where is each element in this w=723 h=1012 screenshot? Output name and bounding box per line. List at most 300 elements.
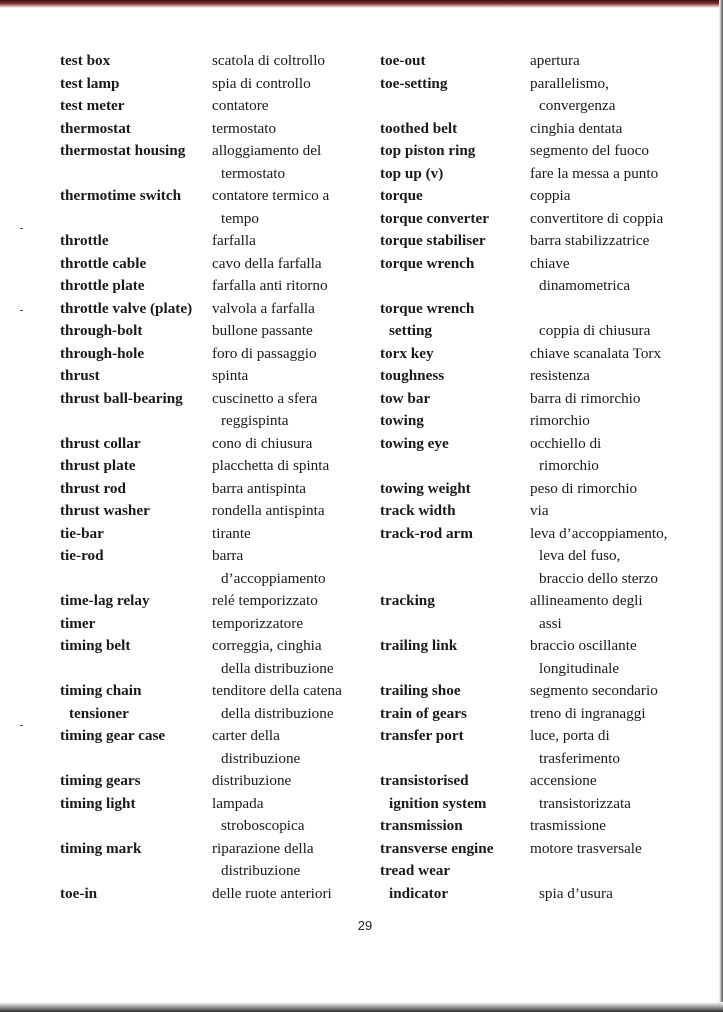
translation-line: chiave scanalata Torx <box>530 344 662 362</box>
glossary-term <box>60 500 212 523</box>
term-line: toe-setting <box>380 74 448 92</box>
glossary-translation <box>212 230 360 253</box>
glossary-term <box>380 388 530 411</box>
glossary-term <box>380 73 530 96</box>
glossary-translation <box>530 298 705 343</box>
translation-line: placchetta di spinta <box>212 457 330 474</box>
glossary-term <box>60 343 212 366</box>
term-line: trailing shoe <box>380 682 461 699</box>
glossary-translation <box>212 275 360 298</box>
glossary-term <box>60 838 212 861</box>
glossary-entry <box>60 635 360 680</box>
glossary-entry <box>380 163 710 186</box>
term-line: timing mark <box>60 839 142 857</box>
translation-line: spia di controllo <box>212 74 311 92</box>
glossary-term <box>60 455 212 478</box>
glossary-term <box>380 680 530 703</box>
glossary-entry <box>380 478 710 501</box>
translation-line: farfalla <box>212 232 256 249</box>
term-line: torque wrench <box>380 254 475 272</box>
glossary-translation <box>530 523 705 591</box>
glossary-entry <box>60 365 360 388</box>
translation-line: convertitore di coppia <box>530 209 664 227</box>
translation-line: braccio oscillante <box>530 637 637 654</box>
translation-line: peso di rimorchio <box>530 479 638 497</box>
term-line: tread wear <box>380 862 451 879</box>
glossary-translation <box>212 298 360 321</box>
glossary-translation <box>212 500 360 523</box>
term-line: indicator <box>389 884 449 902</box>
glossary-entry <box>60 680 360 725</box>
term-line: tracking <box>380 592 435 609</box>
glossary-term <box>380 523 530 546</box>
term-line: setting <box>389 322 433 339</box>
translation-line: convergenza <box>539 97 616 114</box>
glossary-term <box>380 343 530 366</box>
glossary-translation <box>212 455 360 478</box>
glossary-term <box>380 230 530 253</box>
term-line: tensioner <box>69 704 129 722</box>
term-line: toothed belt <box>380 119 458 137</box>
glossary-entry <box>380 185 710 208</box>
glossary-translation <box>530 725 705 770</box>
term-line: torque converter <box>380 209 489 227</box>
translation-line: treno di ingranaggi <box>530 704 646 722</box>
translation-line: stroboscopica <box>221 817 305 834</box>
translation-line: della distribuzione <box>221 659 334 677</box>
translation-line: fare la messa a punto <box>530 164 659 182</box>
glossary-translation <box>212 50 360 73</box>
glossary-term <box>380 838 530 861</box>
glossary-entry <box>60 613 360 636</box>
translation-line: braccio dello sterzo <box>539 569 658 587</box>
glossary-translation <box>530 433 705 478</box>
glossary-entry <box>380 703 710 726</box>
term-line: ignition system <box>389 794 487 812</box>
term-line: train of gears <box>380 704 467 722</box>
translation-line: cono di chiusura <box>212 434 313 452</box>
glossary-translation <box>530 230 705 253</box>
glossary-term <box>380 815 530 838</box>
glossary-term <box>60 770 212 793</box>
glossary-term <box>380 590 530 613</box>
translation-line: carter della <box>212 727 280 744</box>
term-line: tie-bar <box>60 524 104 542</box>
translation-line: reggispinta <box>221 412 289 429</box>
glossary-term <box>60 73 212 96</box>
translation-line: cavo della farfalla <box>212 254 322 272</box>
page-number: 29 <box>357 918 373 933</box>
glossary-entry <box>380 73 710 118</box>
glossary-entry <box>60 523 360 546</box>
translation-line: contatore termico a <box>212 187 330 204</box>
translation-line: apertura <box>530 52 580 69</box>
translation-line: cuscinetto a sfera <box>212 389 318 407</box>
glossary-entry <box>380 860 710 905</box>
glossary-translation <box>212 635 360 680</box>
glossary-term <box>60 433 212 456</box>
glossary-translation <box>212 883 360 906</box>
glossary-entry <box>60 275 360 298</box>
glossary-translation <box>530 50 705 73</box>
glossary-entry <box>380 140 710 163</box>
translation-line: parallelismo, <box>530 74 609 92</box>
term-line: transfer port <box>380 727 464 744</box>
glossary-translation <box>530 343 705 366</box>
glossary-term <box>380 185 530 208</box>
term-line: thrust ball-bearing <box>60 389 183 407</box>
translation-line: correggia, cinghia <box>212 637 322 654</box>
glossary-term <box>60 590 212 613</box>
term-line: towing eye <box>380 434 449 452</box>
translation-line: assi <box>539 614 562 632</box>
glossary-translation <box>212 680 360 725</box>
glossary-term <box>60 230 212 253</box>
glossary-term <box>60 725 212 748</box>
glossary-translation <box>530 410 705 433</box>
glossary-entry <box>380 230 710 253</box>
translation-line: termostato <box>212 119 277 137</box>
translation-line: cinghia dentata <box>530 119 623 137</box>
translation-line: bullone passante <box>212 322 313 339</box>
scan-edge-bottom <box>0 1002 723 1012</box>
translation-line: tempo <box>221 209 259 227</box>
term-line: track-rod arm <box>380 524 473 542</box>
term-line: test lamp <box>60 74 120 92</box>
term-line: timing gears <box>60 772 141 789</box>
glossary-term <box>60 793 212 816</box>
translation-line: trasferimento <box>539 749 620 767</box>
glossary-term <box>380 140 530 163</box>
glossary-translation <box>212 95 360 118</box>
translation-line: distribuzione <box>212 772 292 789</box>
glossary-term <box>380 253 530 276</box>
translation-line: leva del fuso, <box>539 547 621 564</box>
translation-line: longitudinale <box>539 659 620 677</box>
glossary-entry <box>60 545 360 590</box>
glossary-entry <box>60 253 360 276</box>
glossary-term <box>380 163 530 186</box>
translation-line: delle ruote anteriori <box>212 884 332 902</box>
glossary-entry <box>60 298 360 321</box>
glossary-translation <box>212 590 360 613</box>
translation-line: barra di rimorchio <box>530 389 641 407</box>
glossary-translation <box>530 770 705 815</box>
glossary-term <box>60 478 212 501</box>
translation-line: rimorchio <box>539 457 599 474</box>
term-line: thermotime switch <box>60 187 182 204</box>
glossary-entry <box>60 455 360 478</box>
glossary-term <box>60 118 212 141</box>
glossary-translation <box>530 703 705 726</box>
glossary-translation <box>530 838 705 861</box>
glossary-term <box>380 298 530 343</box>
translation-line: scatola di coltrollo <box>212 52 326 69</box>
glossary-entry <box>60 118 360 141</box>
term-line: timer <box>60 614 96 632</box>
term-line: throttle <box>60 232 109 249</box>
glossary-term <box>60 320 212 343</box>
translation-line: alloggiamento del <box>212 142 322 159</box>
glossary-translation <box>530 815 705 838</box>
glossary-translation <box>530 590 705 635</box>
glossary-translation <box>530 185 705 208</box>
glossary-entry <box>60 793 360 838</box>
glossary-term <box>380 500 530 523</box>
glossary-translation <box>212 253 360 276</box>
term-line: timing chain <box>60 682 142 699</box>
term-line: throttle cable <box>60 254 147 272</box>
translation-line: allineamento degli <box>530 592 643 609</box>
glossary-term <box>60 50 212 73</box>
translation-line: tenditore della catena <box>212 682 342 699</box>
term-line: thrust plate <box>60 457 136 474</box>
translation-line: barra <box>212 547 244 564</box>
term-line: thrust collar <box>60 434 141 452</box>
term-line: thermostat <box>60 119 131 137</box>
term-line: timing belt <box>60 637 131 654</box>
glossary-term <box>60 613 212 636</box>
translation-line: rondella antispinta <box>212 502 325 519</box>
glossary-entry <box>380 523 710 591</box>
glossary-entry <box>60 770 360 793</box>
glossary-translation <box>530 163 705 186</box>
glossary-translation <box>212 523 360 546</box>
glossary-translation <box>212 365 360 388</box>
term-line: timing light <box>60 794 136 812</box>
translation-line: spia d’usura <box>539 884 613 902</box>
glossary-translation <box>212 433 360 456</box>
glossary-entry <box>60 343 360 366</box>
glossary-translation <box>212 388 360 433</box>
term-line: transverse engine <box>380 839 494 857</box>
glossary-entry <box>60 590 360 613</box>
glossary-entry <box>60 185 360 230</box>
glossary-translation <box>530 680 705 703</box>
translation-line: distribuzione <box>221 862 301 879</box>
translation-line: via <box>530 502 549 519</box>
translation-line: d’accoppiamento <box>221 569 326 587</box>
translation-line: coppia <box>530 187 571 204</box>
glossary-entry <box>60 883 360 906</box>
glossary-entry <box>380 433 710 478</box>
glossary-entry <box>380 815 710 838</box>
translation-line: barra stabilizzatrice <box>530 232 650 249</box>
glossary-column-left <box>60 50 360 905</box>
glossary-entry <box>60 73 360 96</box>
term-line: top piston ring <box>380 142 476 159</box>
glossary-term <box>380 725 530 748</box>
glossary-translation <box>530 118 705 141</box>
glossary-term <box>60 365 212 388</box>
glossary-entry <box>60 500 360 523</box>
translation-line: della distribuzione <box>221 704 334 722</box>
translation-line <box>530 860 705 883</box>
term-line: towing <box>380 412 424 429</box>
glossary-entry <box>60 230 360 253</box>
term-line: throttle valve (plate) <box>60 299 193 317</box>
glossary-term <box>60 298 212 321</box>
translation-line: relé temporizzato <box>212 592 318 609</box>
glossary-entry <box>380 298 710 343</box>
glossary-translation <box>530 388 705 411</box>
glossary-term <box>380 703 530 726</box>
glossary-term <box>380 770 530 815</box>
glossary-term <box>60 680 212 725</box>
glossary-term <box>60 388 212 411</box>
glossary-entry <box>380 208 710 231</box>
translation-line: tirante <box>212 524 251 542</box>
term-line: torque stabiliser <box>380 232 486 249</box>
term-line: trailing link <box>380 637 458 654</box>
term-line: torx key <box>380 344 434 362</box>
term-line: thrust rod <box>60 479 126 497</box>
glossary-term <box>60 883 212 906</box>
glossary-term <box>380 410 530 433</box>
glossary-translation <box>212 140 360 185</box>
glossary-entry <box>380 388 710 411</box>
glossary-term <box>380 860 530 905</box>
glossary-entry <box>60 320 360 343</box>
translation-line: occhiello di <box>530 434 602 452</box>
translation-line: temporizzatore <box>212 614 304 632</box>
term-line: torque wrench <box>380 299 475 317</box>
glossary-entry <box>60 50 360 73</box>
term-line: timing gear case <box>60 727 166 744</box>
glossary-term <box>60 275 212 298</box>
translation-line: riparazione della <box>212 839 314 857</box>
glossary-translation <box>530 73 705 118</box>
translation-line: foro di passaggio <box>212 344 317 362</box>
glossary-translation <box>212 725 360 770</box>
term-line: thermostat housing <box>60 142 186 159</box>
glossary-translation <box>212 613 360 636</box>
translation-line: chiave <box>530 254 570 272</box>
translation-line: termostato <box>221 164 286 182</box>
glossary-entry <box>380 365 710 388</box>
glossary-translation <box>212 185 360 230</box>
glossary-translation <box>212 770 360 793</box>
margin-mark <box>20 310 23 311</box>
margin-mark <box>20 725 23 726</box>
glossary-term <box>380 433 530 456</box>
glossary-entry <box>380 253 710 298</box>
translation-line: trasmissione <box>530 817 606 834</box>
scan-edge-right <box>719 0 723 1012</box>
glossary-entry <box>60 95 360 118</box>
glossary-term <box>60 545 212 568</box>
term-line: through-hole <box>60 344 145 362</box>
glossary-term <box>380 365 530 388</box>
glossary-entry <box>380 635 710 680</box>
translation-line: luce, porta di <box>530 727 610 744</box>
glossary-term <box>60 95 212 118</box>
glossary-translation <box>212 478 360 501</box>
translation-line: segmento secondario <box>530 682 658 699</box>
term-line: test meter <box>60 97 125 114</box>
term-line: toe-out <box>380 52 426 69</box>
glossary-entry <box>380 680 710 703</box>
glossary-translation <box>530 860 705 905</box>
glossary-entry <box>60 388 360 433</box>
glossary-translation <box>212 343 360 366</box>
glossary-translation <box>530 365 705 388</box>
glossary-entry <box>380 590 710 635</box>
term-line: test box <box>60 52 111 69</box>
glossary-translation <box>530 635 705 680</box>
glossary-term <box>60 185 212 208</box>
glossary-term <box>380 635 530 658</box>
glossary-entry <box>380 118 710 141</box>
glossary-translation <box>212 118 360 141</box>
translation-line: farfalla anti ritorno <box>212 277 328 294</box>
glossary-translation <box>212 545 360 590</box>
translation-line: spinta <box>212 367 249 384</box>
term-line: top up (v) <box>380 164 444 182</box>
term-line: through-bolt <box>60 322 143 339</box>
translation-line: contatore <box>212 97 269 114</box>
glossary-translation <box>212 793 360 838</box>
glossary-term <box>60 523 212 546</box>
translation-line: accensione <box>530 772 597 789</box>
translation-line: distribuzione <box>221 749 301 767</box>
term-line: track width <box>380 502 456 519</box>
translation-line: barra antispinta <box>212 479 307 497</box>
glossary-term <box>60 140 212 163</box>
translation-line: lampada <box>212 794 264 812</box>
translation-line: coppia di chiusura <box>539 322 651 339</box>
term-line: toughness <box>380 367 445 384</box>
term-line: throttle plate <box>60 277 145 294</box>
glossary-entry <box>380 500 710 523</box>
glossary-entry <box>60 140 360 185</box>
glossary-entry <box>380 725 710 770</box>
translation-line: dinamometrica <box>539 277 631 294</box>
glossary-entry <box>380 410 710 433</box>
glossary-term <box>380 118 530 141</box>
glossary-column-right <box>380 50 710 905</box>
glossary-entry <box>380 838 710 861</box>
term-line: torque <box>380 187 423 204</box>
term-line: tie-rod <box>60 547 104 564</box>
glossary-translation <box>212 73 360 96</box>
margin-mark <box>20 228 23 229</box>
term-line: towing weight <box>380 479 471 497</box>
scan-edge-top <box>0 0 723 8</box>
glossary-term <box>380 50 530 73</box>
term-line: thrust washer <box>60 502 150 519</box>
glossary-entry <box>380 50 710 73</box>
term-line: thrust <box>60 367 100 384</box>
glossary-entry <box>380 343 710 366</box>
term-line: transistorised <box>380 772 469 789</box>
glossary-term <box>60 635 212 658</box>
term-line: time-lag relay <box>60 592 150 609</box>
glossary-translation <box>530 500 705 523</box>
glossary-entry <box>60 725 360 770</box>
term-line: transmission <box>380 817 463 834</box>
glossary-translation <box>530 253 705 298</box>
translation-line: resistenza <box>530 367 590 384</box>
glossary-entry <box>60 433 360 456</box>
glossary-translation <box>530 478 705 501</box>
translation-line: leva d’accoppiamento, <box>530 524 668 542</box>
translation-line <box>530 298 705 321</box>
glossary-term <box>380 208 530 231</box>
translation-line: motore trasversale <box>530 839 642 857</box>
glossary-translation <box>530 208 705 231</box>
term-line: tow bar <box>380 389 431 407</box>
